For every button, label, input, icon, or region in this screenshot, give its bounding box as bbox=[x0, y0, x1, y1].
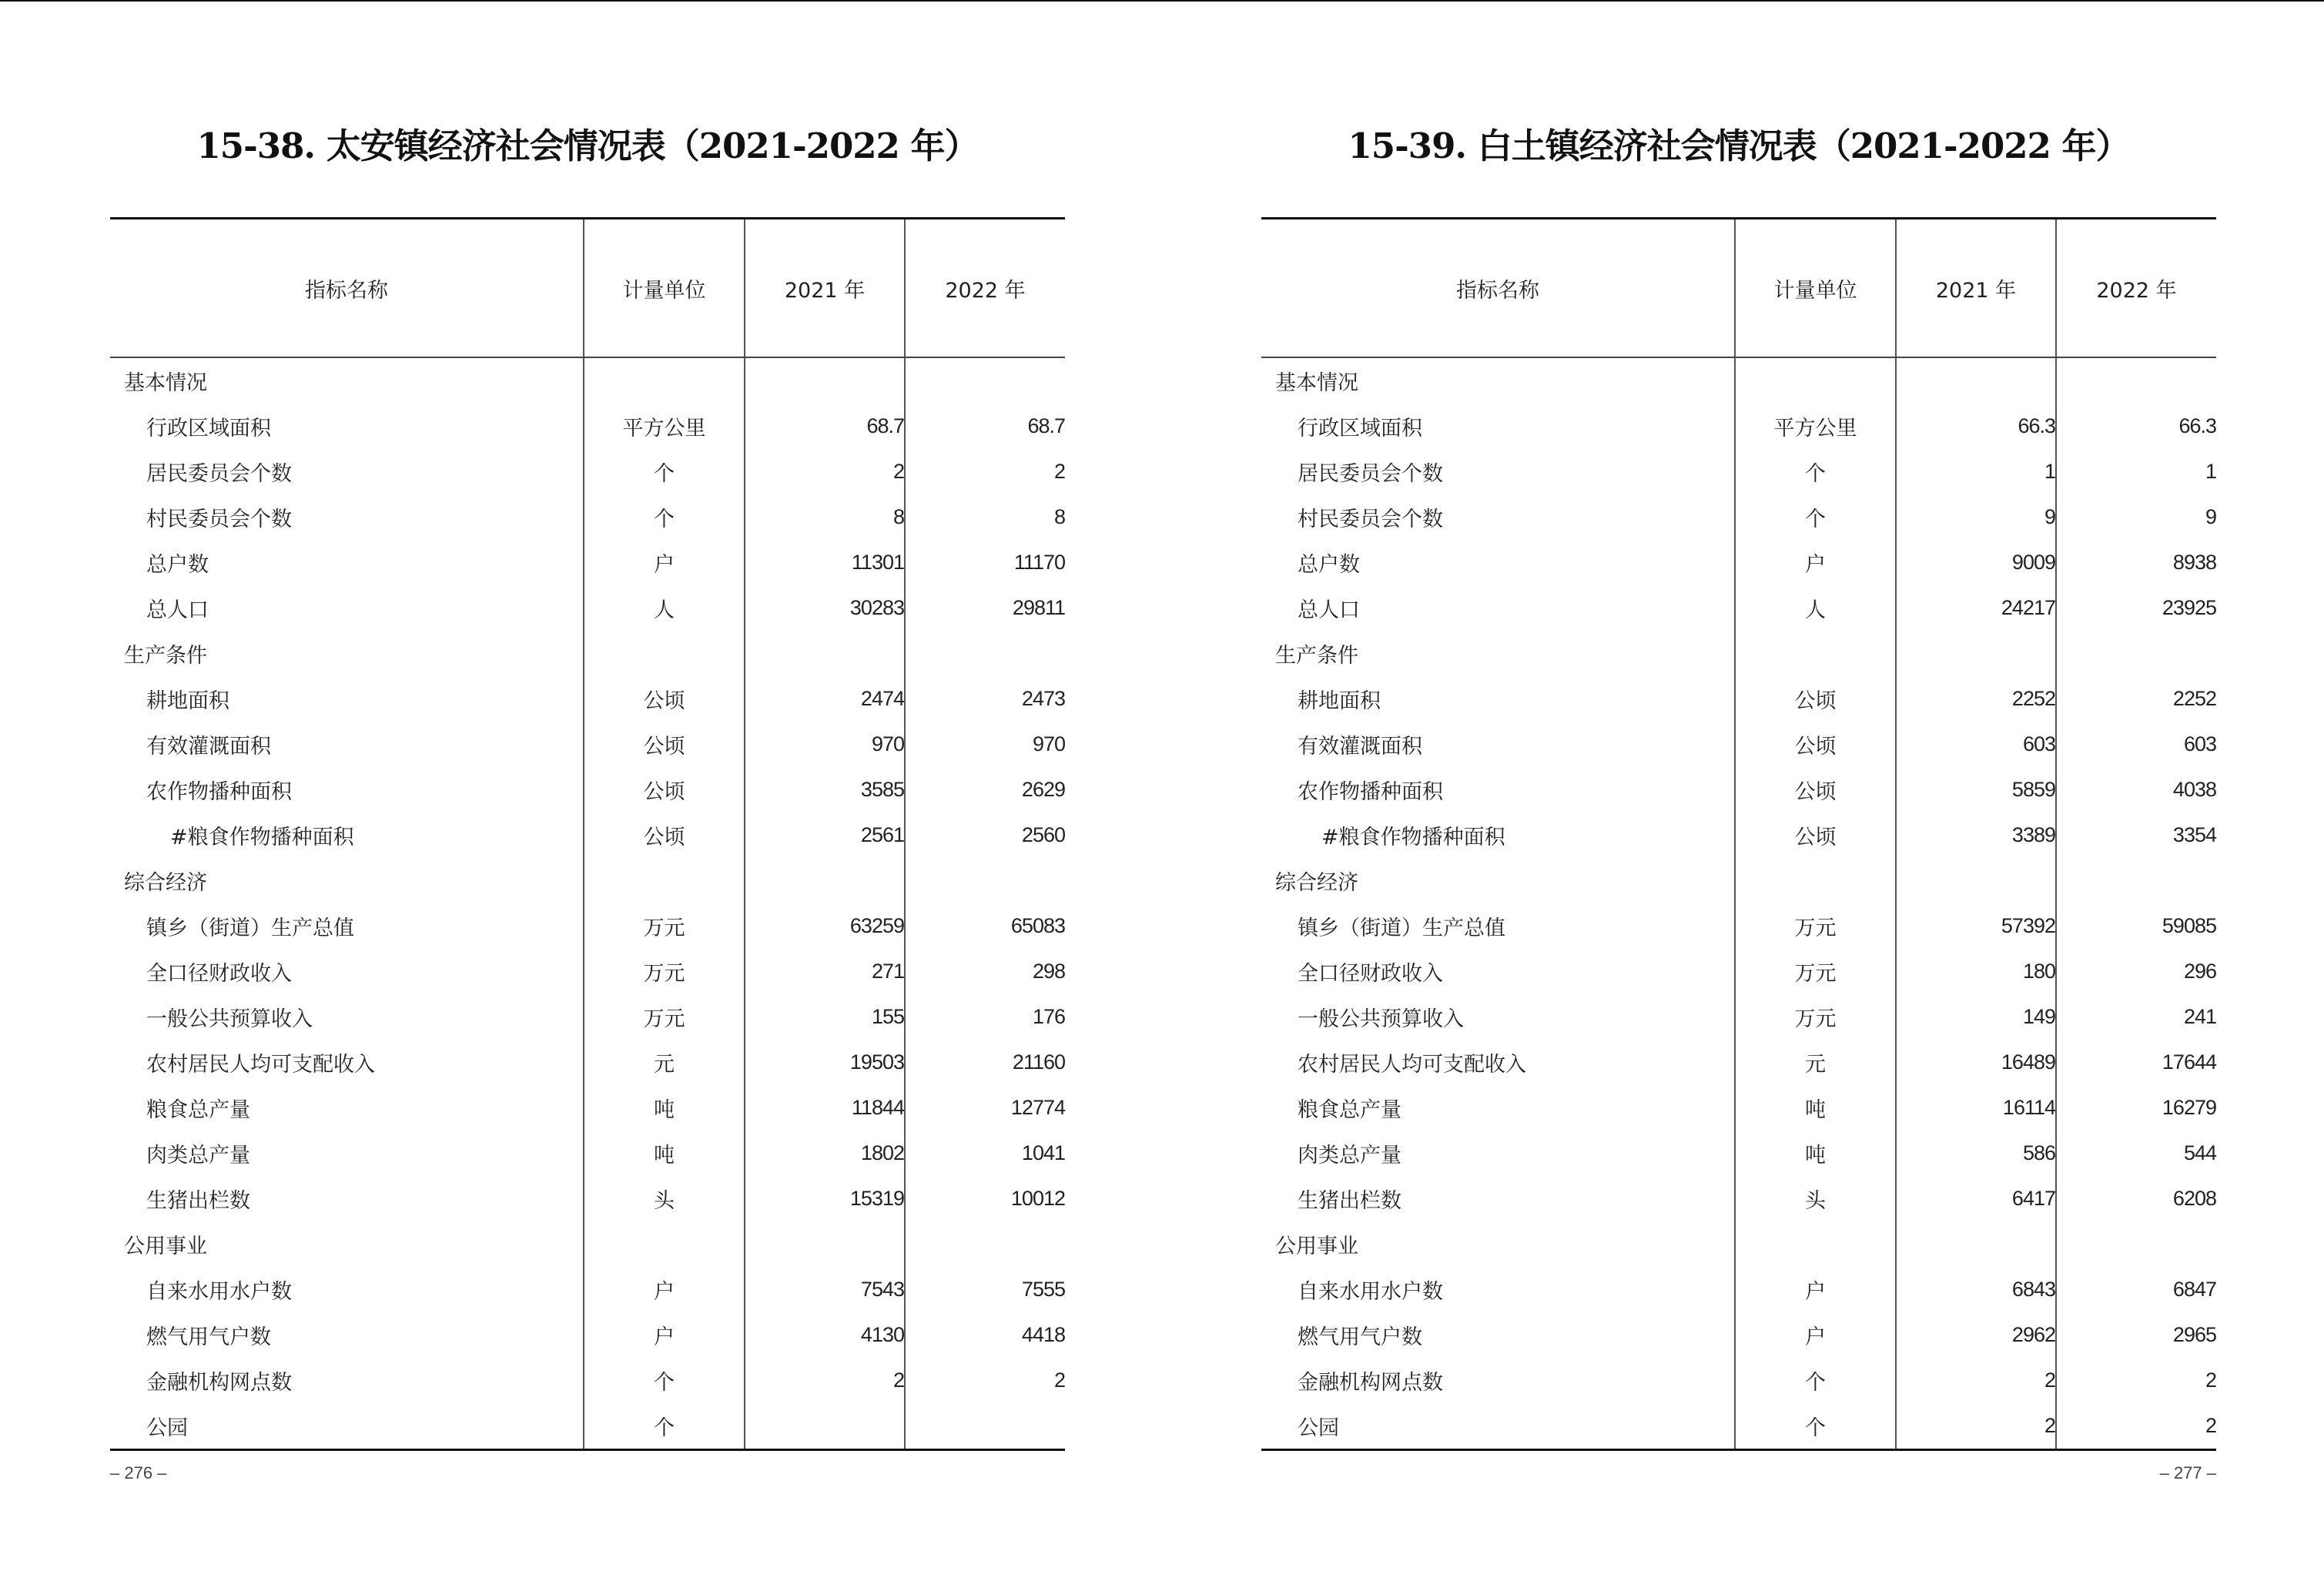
value-2021-cell: 15319 bbox=[745, 1176, 905, 1221]
indicator-name-cell: 镇乡（街道）生产总值 bbox=[146, 916, 354, 940]
unit-cell: 公顷 bbox=[1735, 812, 1896, 858]
indicator-name-cell: 生猪出栏数 bbox=[1298, 1189, 1401, 1213]
value-2022-cell: 8 bbox=[905, 494, 1065, 540]
table-row bbox=[110, 1176, 1065, 1221]
unit-cell: 万元 bbox=[1735, 949, 1896, 994]
unit-cell: 户 bbox=[1735, 1312, 1896, 1358]
page-left bbox=[110, 0, 1065, 1588]
value-2021-cell: 4130 bbox=[745, 1312, 905, 1358]
value-2021-cell: 6417 bbox=[1896, 1176, 2056, 1221]
value-2022-cell: 2 bbox=[2056, 1358, 2216, 1403]
unit-cell: 吨 bbox=[1735, 1131, 1896, 1176]
header-year-2022: 2022 年 bbox=[905, 219, 1065, 358]
unit-cell: 元 bbox=[584, 1040, 745, 1085]
value-2022-cell bbox=[905, 357, 1065, 404]
value-2021-cell: 180 bbox=[1896, 949, 2056, 994]
unit-cell: 户 bbox=[584, 1312, 745, 1358]
table-header-row bbox=[1261, 219, 2216, 358]
value-2021-cell: 1 bbox=[1896, 449, 2056, 494]
indicator-name-cell: 公用事业 bbox=[1275, 1235, 1358, 1258]
value-2022-cell: 23925 bbox=[2056, 585, 2216, 631]
indicator-name-cell: 肉类总产量 bbox=[1298, 1144, 1401, 1168]
value-2021-cell: 2561 bbox=[745, 812, 905, 858]
unit-cell: 头 bbox=[584, 1176, 745, 1221]
unit-cell: 公顷 bbox=[1735, 767, 1896, 812]
value-2021-cell: 9009 bbox=[1896, 540, 2056, 585]
table-row bbox=[110, 1085, 1065, 1131]
section-row bbox=[110, 631, 1065, 676]
value-2022-cell: 7555 bbox=[905, 1267, 1065, 1312]
value-2022-cell: 4038 bbox=[2056, 767, 2216, 812]
indicator-name-cell: 总户数 bbox=[1298, 553, 1360, 577]
indicator-name-cell: 一般公共预算收入 bbox=[146, 1007, 313, 1031]
unit-cell bbox=[1735, 1221, 1896, 1267]
value-2021-cell: 2 bbox=[1896, 1358, 2056, 1403]
value-2022-cell: 6208 bbox=[2056, 1176, 2216, 1221]
section-row bbox=[1261, 858, 2216, 903]
value-2021-cell: 2 bbox=[745, 449, 905, 494]
indicator-name-cell: 农村居民人均可支配收入 bbox=[146, 1053, 375, 1077]
value-2022-cell: 241 bbox=[2056, 994, 2216, 1040]
unit-cell: 户 bbox=[584, 1267, 745, 1312]
indicator-name-cell: 全口径财政收入 bbox=[146, 962, 292, 986]
unit-cell: 户 bbox=[1735, 540, 1896, 585]
unit-cell bbox=[584, 631, 745, 676]
unit-cell: 公顷 bbox=[584, 676, 745, 722]
section-row bbox=[110, 357, 1065, 404]
value-2022-cell: 603 bbox=[2056, 722, 2216, 767]
table-row bbox=[1261, 1312, 2216, 1358]
unit-cell: 公顷 bbox=[1735, 676, 1896, 722]
table-row bbox=[110, 1312, 1065, 1358]
value-2021-cell: 66.3 bbox=[1896, 404, 2056, 449]
table-row bbox=[1261, 1358, 2216, 1403]
header-unit: 计量单位 bbox=[1735, 219, 1896, 358]
value-2022-cell: 2629 bbox=[905, 767, 1065, 812]
unit-cell bbox=[584, 858, 745, 903]
table-row bbox=[110, 1131, 1065, 1176]
table-row bbox=[110, 994, 1065, 1040]
value-2022-cell: 66.3 bbox=[2056, 404, 2216, 449]
value-2022-cell: 65083 bbox=[905, 903, 1065, 949]
unit-cell: 个 bbox=[584, 449, 745, 494]
table-row bbox=[110, 812, 1065, 858]
indicator-name-cell: 有效灌溉面积 bbox=[1298, 735, 1422, 759]
table-row bbox=[110, 1403, 1065, 1450]
table-row bbox=[110, 903, 1065, 949]
value-2021-cell: 603 bbox=[1896, 722, 2056, 767]
indicator-name-cell: 一般公共预算收入 bbox=[1298, 1007, 1464, 1031]
table-row bbox=[110, 949, 1065, 994]
value-2022-cell bbox=[2056, 858, 2216, 903]
unit-cell bbox=[1735, 858, 1896, 903]
value-2021-cell bbox=[745, 357, 905, 404]
value-2022-cell: 176 bbox=[905, 994, 1065, 1040]
value-2022-cell: 59085 bbox=[2056, 903, 2216, 949]
value-2022-cell: 970 bbox=[905, 722, 1065, 767]
indicator-name-cell: 生产条件 bbox=[124, 644, 207, 668]
table-row bbox=[1261, 1085, 2216, 1131]
unit-cell: 万元 bbox=[584, 994, 745, 1040]
header-year-2022: 2022 年 bbox=[2056, 219, 2216, 358]
unit-cell: 人 bbox=[584, 585, 745, 631]
value-2022-cell bbox=[905, 1403, 1065, 1450]
table-row bbox=[110, 585, 1065, 631]
unit-cell bbox=[584, 357, 745, 404]
value-2021-cell bbox=[1896, 858, 2056, 903]
value-2022-cell: 17644 bbox=[2056, 1040, 2216, 1085]
indicator-name-cell: 全口径财政收入 bbox=[1298, 962, 1443, 986]
stats-table-baitu bbox=[1261, 217, 2216, 1451]
value-2021-cell: 5859 bbox=[1896, 767, 2056, 812]
indicator-name-cell: 综合经济 bbox=[1275, 871, 1358, 895]
value-2021-cell: 7543 bbox=[745, 1267, 905, 1312]
table-row bbox=[1261, 540, 2216, 585]
indicator-name-cell: 金融机构网点数 bbox=[1298, 1371, 1443, 1395]
unit-cell: 头 bbox=[1735, 1176, 1896, 1221]
value-2021-cell: 24217 bbox=[1896, 585, 2056, 631]
indicator-name-cell: 公园 bbox=[110, 1403, 584, 1450]
value-2022-cell: 29811 bbox=[905, 585, 1065, 631]
value-2021-cell: 149 bbox=[1896, 994, 2056, 1040]
header-unit: 计量单位 bbox=[584, 219, 745, 358]
value-2021-cell bbox=[1896, 631, 2056, 676]
value-2022-cell: 2473 bbox=[905, 676, 1065, 722]
value-2021-cell: 271 bbox=[745, 949, 905, 994]
table-row bbox=[1261, 404, 2216, 449]
unit-cell bbox=[1735, 631, 1896, 676]
value-2021-cell: 68.7 bbox=[745, 404, 905, 449]
table-row bbox=[110, 1040, 1065, 1085]
unit-cell: 万元 bbox=[1735, 994, 1896, 1040]
value-2022-cell: 298 bbox=[905, 949, 1065, 994]
value-2022-cell: 10012 bbox=[905, 1176, 1065, 1221]
value-2022-cell: 21160 bbox=[905, 1040, 1065, 1085]
table-row bbox=[110, 676, 1065, 722]
indicator-name-cell: 自来水用水户数 bbox=[146, 1280, 292, 1304]
value-2021-cell: 16489 bbox=[1896, 1040, 2056, 1085]
value-2022-cell: 4418 bbox=[905, 1312, 1065, 1358]
value-2022-cell: 544 bbox=[2056, 1131, 2216, 1176]
unit-cell: 个 bbox=[1735, 449, 1896, 494]
table-row bbox=[110, 722, 1065, 767]
indicator-name-cell: 有效灌溉面积 bbox=[146, 735, 271, 759]
unit-cell: 个 bbox=[1735, 494, 1896, 540]
table-row bbox=[1261, 722, 2216, 767]
indicator-name-cell: 总户数 bbox=[146, 553, 209, 577]
section-row bbox=[1261, 631, 2216, 676]
table-row bbox=[1261, 1403, 2216, 1450]
value-2021-cell bbox=[745, 1403, 905, 1450]
table-title: 15-38. 太安镇经济社会情况表（2021-2022 年） bbox=[196, 126, 979, 166]
value-2022-cell bbox=[905, 631, 1065, 676]
unit-cell: 吨 bbox=[584, 1085, 745, 1131]
table-row bbox=[1261, 1040, 2216, 1085]
value-2021-cell: 6843 bbox=[1896, 1267, 2056, 1312]
value-2022-cell: 6847 bbox=[2056, 1267, 2216, 1312]
header-year-2021: 2021 年 bbox=[1896, 219, 2056, 358]
section-row bbox=[1261, 357, 2216, 404]
value-2022-cell: 12774 bbox=[905, 1085, 1065, 1131]
unit-cell: 元 bbox=[1735, 1040, 1896, 1085]
indicator-name-cell: 农作物播种面积 bbox=[146, 780, 292, 804]
unit-cell: 平方公里 bbox=[584, 404, 745, 449]
value-2021-cell bbox=[745, 1221, 905, 1267]
value-2022-cell: 2965 bbox=[2056, 1312, 2216, 1358]
indicator-name-cell: 居民委员会个数 bbox=[1298, 462, 1443, 486]
unit-cell: 个 bbox=[584, 1403, 745, 1450]
value-2021-cell: 11844 bbox=[745, 1085, 905, 1131]
indicator-name-cell: 综合经济 bbox=[124, 871, 207, 895]
section-row bbox=[1261, 1221, 2216, 1267]
value-2021-cell: 3585 bbox=[745, 767, 905, 812]
value-2021-cell bbox=[1896, 1221, 2056, 1267]
indicator-name-cell: 公用事业 bbox=[124, 1235, 207, 1258]
unit-cell: 个 bbox=[1735, 1358, 1896, 1403]
value-2022-cell: 2252 bbox=[2056, 676, 2216, 722]
unit-cell: 个 bbox=[584, 494, 745, 540]
table-row bbox=[110, 449, 1065, 494]
table-row bbox=[110, 1358, 1065, 1403]
indicator-name-cell: 粮食总产量 bbox=[1298, 1098, 1401, 1122]
table-row bbox=[1261, 812, 2216, 858]
indicator-name-cell: 基本情况 bbox=[124, 371, 207, 395]
unit-cell: 吨 bbox=[584, 1131, 745, 1176]
indicator-name-cell: 镇乡（街道）生产总值 bbox=[1298, 916, 1505, 940]
value-2021-cell: 8 bbox=[745, 494, 905, 540]
header-indicator-name: 指标名称 bbox=[1261, 219, 1735, 358]
indicator-name-cell: 行政区域面积 bbox=[146, 417, 271, 441]
section-row bbox=[110, 1221, 1065, 1267]
indicator-name-cell: 粮食总产量 bbox=[146, 1098, 250, 1122]
value-2021-cell: 2474 bbox=[745, 676, 905, 722]
value-2022-cell: 8938 bbox=[2056, 540, 2216, 585]
value-2022-cell: 296 bbox=[2056, 949, 2216, 994]
table-row bbox=[1261, 676, 2216, 722]
indicator-name-cell: 肉类总产量 bbox=[146, 1144, 250, 1168]
value-2021-cell: 2252 bbox=[1896, 676, 2056, 722]
section-row bbox=[110, 858, 1065, 903]
value-2021-cell: 2962 bbox=[1896, 1312, 2056, 1358]
indicator-name-cell: 公园 bbox=[1261, 1403, 1735, 1450]
value-2022-cell: 9 bbox=[2056, 494, 2216, 540]
unit-cell: 万元 bbox=[584, 903, 745, 949]
unit-cell: 吨 bbox=[1735, 1085, 1896, 1131]
value-2021-cell: 2 bbox=[745, 1358, 905, 1403]
table-row bbox=[1261, 1267, 2216, 1312]
value-2022-cell: 68.7 bbox=[905, 404, 1065, 449]
table-row bbox=[1261, 994, 2216, 1040]
header-indicator-name: 指标名称 bbox=[110, 219, 584, 358]
value-2021-cell bbox=[1896, 357, 2056, 404]
value-2021-cell: 19503 bbox=[745, 1040, 905, 1085]
indicator-name-cell: 耕地面积 bbox=[146, 689, 229, 713]
value-2022-cell: 11170 bbox=[905, 540, 1065, 585]
value-2022-cell bbox=[905, 1221, 1065, 1267]
indicator-name-cell: 村民委员会个数 bbox=[146, 508, 292, 531]
unit-cell: 公顷 bbox=[584, 722, 745, 767]
table-row bbox=[1261, 494, 2216, 540]
value-2022-cell: 2 bbox=[905, 1358, 1065, 1403]
unit-cell: 公顷 bbox=[1735, 722, 1896, 767]
value-2021-cell: 2 bbox=[1896, 1403, 2056, 1450]
unit-cell: 户 bbox=[584, 540, 745, 585]
indicator-name-cell: 总人口 bbox=[1298, 598, 1360, 622]
value-2022-cell: 16279 bbox=[2056, 1085, 2216, 1131]
page-right bbox=[1261, 0, 2216, 1588]
value-2022-cell: 2 bbox=[2056, 1403, 2216, 1450]
value-2021-cell: 11301 bbox=[745, 540, 905, 585]
value-2021-cell: 3389 bbox=[1896, 812, 2056, 858]
indicator-name-cell: 基本情况 bbox=[1275, 371, 1358, 395]
table-row bbox=[1261, 767, 2216, 812]
stats-table-taian bbox=[110, 217, 1065, 1451]
unit-cell: 万元 bbox=[584, 949, 745, 994]
value-2022-cell: 1041 bbox=[905, 1131, 1065, 1176]
value-2021-cell: 63259 bbox=[745, 903, 905, 949]
value-2022-cell bbox=[905, 858, 1065, 903]
value-2022-cell: 3354 bbox=[2056, 812, 2216, 858]
table-row bbox=[110, 767, 1065, 812]
indicator-name-cell: #粮食作物播种面积 bbox=[1321, 826, 1505, 849]
unit-cell bbox=[584, 1221, 745, 1267]
indicator-name-cell: 燃气用气户数 bbox=[1298, 1325, 1422, 1349]
indicator-name-cell: 村民委员会个数 bbox=[1298, 508, 1443, 531]
unit-cell: 公顷 bbox=[584, 767, 745, 812]
indicator-name-cell: 总人口 bbox=[146, 598, 209, 622]
header-year-2021: 2021 年 bbox=[745, 219, 905, 358]
value-2021-cell: 586 bbox=[1896, 1131, 2056, 1176]
table-row bbox=[110, 404, 1065, 449]
value-2022-cell bbox=[2056, 357, 2216, 404]
value-2021-cell: 9 bbox=[1896, 494, 2056, 540]
unit-cell bbox=[1735, 357, 1896, 404]
value-2021-cell: 30283 bbox=[745, 585, 905, 631]
table-row bbox=[1261, 585, 2216, 631]
value-2022-cell: 2 bbox=[905, 449, 1065, 494]
value-2022-cell bbox=[2056, 1221, 2216, 1267]
unit-cell: 平方公里 bbox=[1735, 404, 1896, 449]
page-number: – 277 – bbox=[2159, 1463, 2216, 1482]
value-2022-cell: 1 bbox=[2056, 449, 2216, 494]
value-2022-cell bbox=[2056, 631, 2216, 676]
unit-cell: 公顷 bbox=[584, 812, 745, 858]
value-2021-cell bbox=[745, 858, 905, 903]
value-2021-cell: 970 bbox=[745, 722, 905, 767]
table-row bbox=[1261, 903, 2216, 949]
table-row bbox=[110, 540, 1065, 585]
table-row bbox=[1261, 449, 2216, 494]
indicator-name-cell: #粮食作物播种面积 bbox=[170, 826, 354, 849]
indicator-name-cell: 燃气用气户数 bbox=[146, 1325, 271, 1349]
indicator-name-cell: 耕地面积 bbox=[1298, 689, 1381, 713]
value-2021-cell bbox=[745, 631, 905, 676]
indicator-name-cell: 生产条件 bbox=[1275, 644, 1358, 668]
table-row bbox=[1261, 949, 2216, 994]
unit-cell: 人 bbox=[1735, 585, 1896, 631]
unit-cell: 个 bbox=[1735, 1403, 1896, 1450]
unit-cell: 万元 bbox=[1735, 903, 1896, 949]
indicator-name-cell: 农作物播种面积 bbox=[1298, 780, 1443, 804]
indicator-name-cell: 金融机构网点数 bbox=[146, 1371, 292, 1395]
page-number: – 276 – bbox=[110, 1463, 167, 1482]
indicator-name-cell: 行政区域面积 bbox=[1298, 417, 1422, 441]
value-2021-cell: 57392 bbox=[1896, 903, 2056, 949]
indicator-name-cell: 生猪出栏数 bbox=[146, 1189, 250, 1213]
table-row bbox=[110, 1267, 1065, 1312]
table-header-row bbox=[110, 219, 1065, 358]
unit-cell: 个 bbox=[584, 1358, 745, 1403]
table-row bbox=[1261, 1176, 2216, 1221]
table-row bbox=[1261, 1131, 2216, 1176]
indicator-name-cell: 居民委员会个数 bbox=[146, 462, 292, 486]
value-2021-cell: 155 bbox=[745, 994, 905, 1040]
value-2021-cell: 16114 bbox=[1896, 1085, 2056, 1131]
value-2022-cell: 2560 bbox=[905, 812, 1065, 858]
table-title: 15-39. 白土镇经济社会情况表（2021-2022 年） bbox=[1348, 126, 2130, 166]
indicator-name-cell: 农村居民人均可支配收入 bbox=[1298, 1053, 1526, 1077]
indicator-name-cell: 自来水用水户数 bbox=[1298, 1280, 1443, 1304]
value-2021-cell: 1802 bbox=[745, 1131, 905, 1176]
unit-cell: 户 bbox=[1735, 1267, 1896, 1312]
table-row bbox=[110, 494, 1065, 540]
